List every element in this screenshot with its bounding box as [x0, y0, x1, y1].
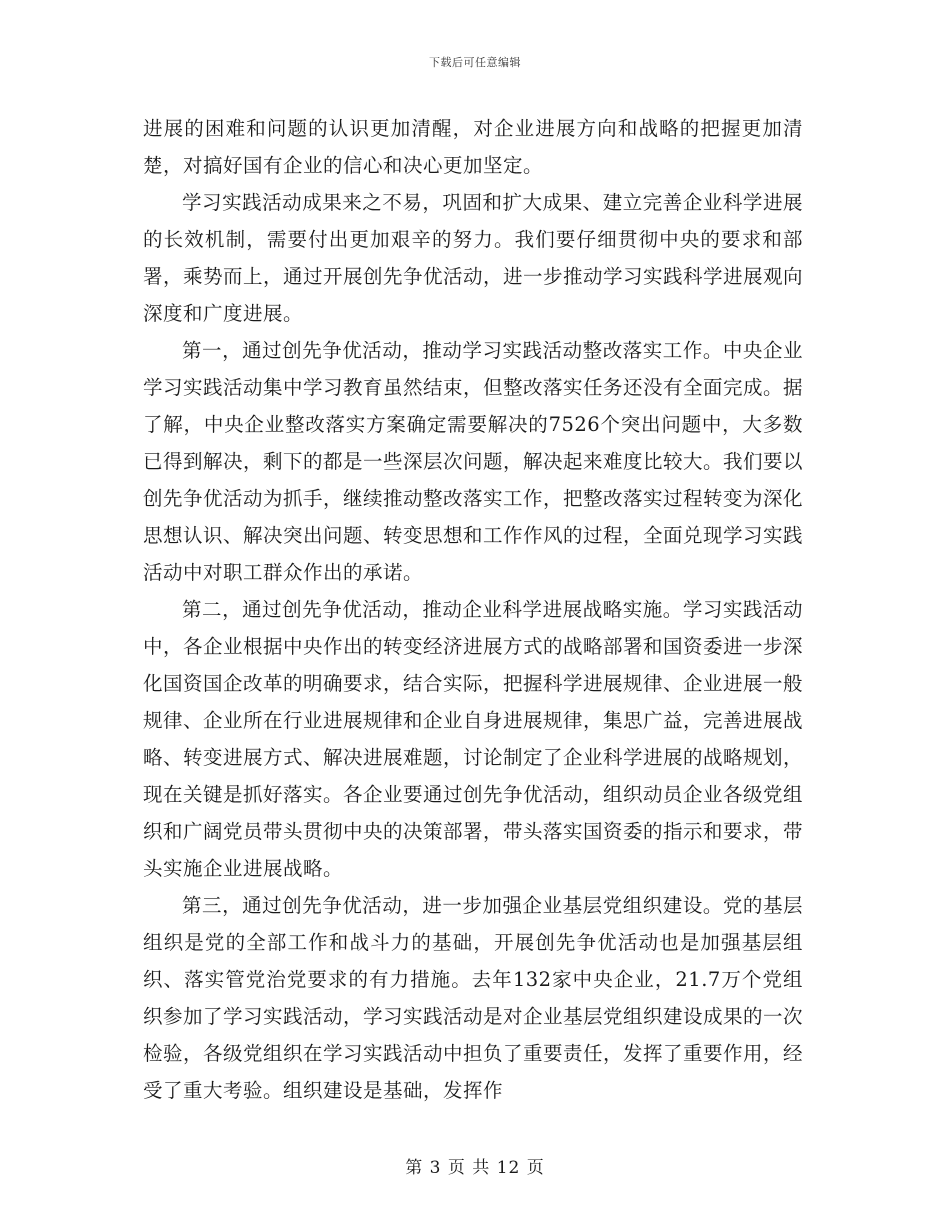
paragraph-5: 第三，通过创先争优活动，进一步加强企业基层党组织建设。党的基层组织是党的全部工作和战斗力的基础，开展创先争优活动也是加强基层组织、落实管党治党要求的有力措施。去年132家中央企业，21.7万个党组织参加了学习实践活动，学习实践活动是对企业基层党组织建设成果的一次检验，各级党组织在学习实践活动中担负了重要责任，发挥了重要作用，经受了重大考验。组织建设是基础，发挥作	[143, 894, 804, 1102]
page-number-footer: 第 3 页 共 12 页	[405, 1158, 545, 1178]
paragraph-1: 进展的困难和问题的认识更加清醒，对企业进展方向和战略的把握更加清楚，对搞好国有企业的信心和决心更加坚定。	[143, 117, 803, 177]
page-header-note: 下载后可任意编辑	[429, 56, 521, 69]
document-body	[143, 110, 803, 1109]
paragraph-4: 第二，通过创先争优活动，推动企业科学进展战略实施。学习实践活动中，各企业根据中央作出的转变经济进展方式的战略部署和国资委进一步深化国资国企改革的明确要求，结合实际，把握科学进展规律、企业进展一般规律、企业所在行业进展规律和企业自身进展规律，集思广益，完善进展战略、转变进展方式、解决进展难题，讨论制定了企业科学进展的战略规划，现在关键是抓好落实。各企业要通过创先争优活动，组织动员企业各级党组织和广阔党员带头贯彻中央的决策部署，带头落实国资委的指示和要求，带头实施企业进展战略。	[143, 598, 804, 880]
paragraph-2: 学习实践活动成果来之不易，巩固和扩大成果、建立完善企业科学进展的长效机制，需要付出更加艰辛的努力。我们要仔细贯彻中央的要求和部署，乘势而上，通过开展创先争优活动，进一步推动学习实践科学进展观向深度和广度进展。	[143, 191, 804, 325]
paragraph-3: 第一，通过创先争优活动，推动学习实践活动整改落实工作。中央企业学习实践活动集中学习教育虽然结束，但整改落实任务还没有全面完成。据了解，中央企业整改落实方案确定需要解决的7526个突出问题中，大多数已得到解决，剩下的都是一些深层次问题，解决起来难度比较大。我们要以创先争优活动为抓手，继续推动整改落实工作，把整改落实过程转变为深化思想认识、解决突出问题、转变思想和工作作风的过程，全面兑现学习实践活动中对职工群众作出的承诺。	[143, 339, 804, 584]
